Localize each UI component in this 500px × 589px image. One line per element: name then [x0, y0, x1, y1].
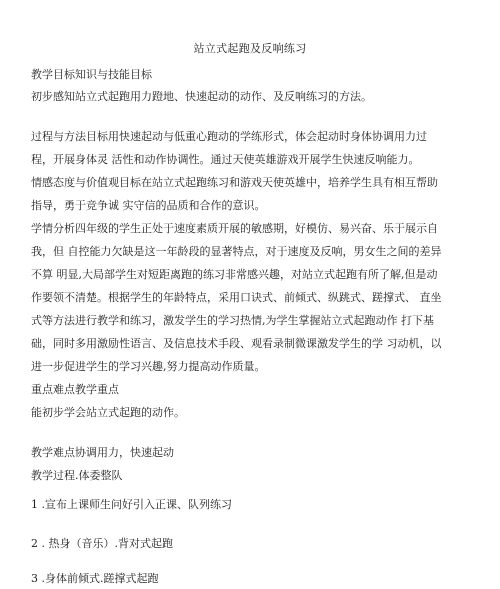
section-heading-key-points: 重点难点教学重点 — [31, 383, 119, 396]
paragraph-line: 作要领不清楚。根据学生的年龄特点，采用口诀式、前倾式、纵跳式、蹉撑式、 直坐 — [31, 291, 442, 304]
paragraph-line: 学情分析四年级的学生正处于速度素质开展的敏感期，好模仿、易兴奋、乐于展示自 — [31, 222, 438, 235]
paragraph-line: 过程与方法目标用快速起动与低重心跑动的学练形式，体会起动时身体协调用力过 — [31, 130, 427, 143]
paragraph-line: 式等方法进行教学和练习，激发学生的学习热情,为学生掌握站立式起跑动作 打下基 — [31, 314, 434, 327]
section-heading-teaching-goals: 教学目标知识与技能目标 — [31, 68, 152, 81]
paragraph-line: 能初步学会站立式起跑的动作。 — [31, 406, 185, 419]
paragraph-line: 指导，勇于竞争诚 实守信的品质和合作的意识。 — [31, 199, 266, 212]
numbered-step-3: 3 .身体前倾式.蹉撑式起跑 — [31, 572, 159, 585]
paragraph-line: 础，同时多用激励性语言、及信息技术手段、观看录制微课激发学生的学 习动机，以 — [31, 337, 442, 350]
numbered-step-2: 2 . 热身（音乐）.背对式起跑 — [31, 537, 173, 550]
paragraph-line: 程，开展身体灵 活性和动作协调性。通过天使英雄游戏开展学生快速反响能力。 — [31, 153, 420, 166]
paragraph-line: 进一步促进学生的学习兴趣,努力提高动作质量。 — [31, 360, 266, 373]
section-heading-difficulties: 教学难点协调用力，快速起动 — [31, 446, 174, 459]
paragraph-line: 情感态度与价值观目标在站立式起跑练习和游戏天使英雄中，培养学生具有相互帮助 — [31, 176, 438, 189]
paragraph-line: 我，但 自控能力欠缺是这一年龄段的显著特点，对于速度及反响，男女生之间的差异 — [31, 245, 442, 258]
section-heading-process: 教学过程.体委整队 — [31, 469, 123, 482]
numbered-step-1: 1 .宣布上课师生问好引入正课、队列练习 — [31, 498, 232, 511]
paragraph-line: 初步感知站立式起跑用力蹬地、快速起动的动作、及反响练习的方法。 — [31, 90, 372, 103]
paragraph-line: 不算 明显,大局部学生对短距离跑的练习非常感兴趣，对站立式起跑有所了解,但是动 — [31, 268, 438, 281]
document-title: 站立式起跑及反响练习 — [193, 42, 307, 55]
